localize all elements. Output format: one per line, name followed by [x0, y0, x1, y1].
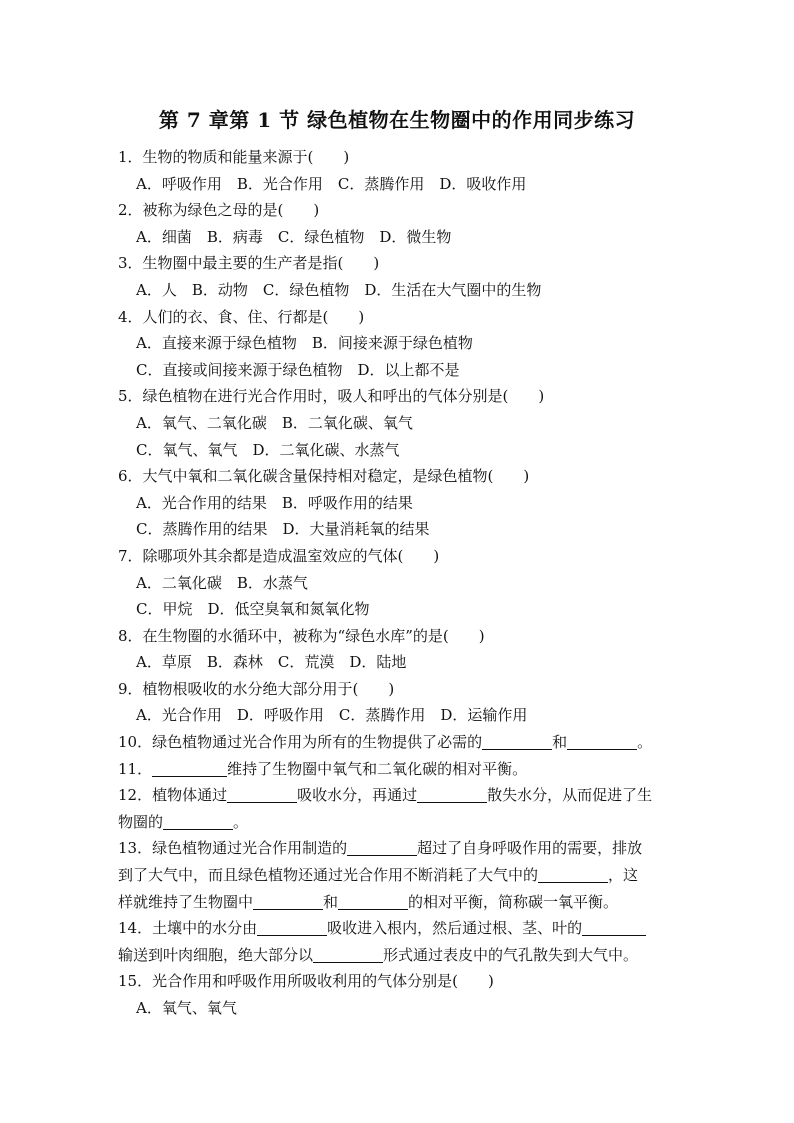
question-text: 5．绿色植物在进行光合作用时，吸人和呼出的气体分别是( ): [118, 387, 545, 406]
fill-question-12-cont: [118, 809, 680, 836]
answer-blank[interactable]: [257, 920, 327, 936]
question-text: 4．人们的衣、食、住、行都是( ): [118, 307, 365, 326]
fill-question-14-cont: [118, 942, 680, 969]
question-text: 2．被称为绿色之母的是( ): [118, 201, 320, 220]
question-text: 维持了生物圈中氧气和二氧化碳的相对平衡。: [227, 759, 528, 778]
fill-question-10: [118, 729, 680, 756]
answer-blank[interactable]: [253, 894, 323, 910]
fill-question-13: [118, 835, 680, 862]
option-line: A．光合作用 D．呼吸作用 C．蒸腾作用 D．运输作用: [136, 706, 528, 725]
option-line: A．呼吸作用 B．光合作用 C．蒸腾作用 D．吸收作用: [136, 174, 527, 193]
option-line: C．甲烷 D．低空臭氧和氮氧化物: [136, 600, 370, 619]
question-text: 形式通过表皮中的气孔散失到大气中。: [383, 945, 639, 964]
fill-question-13-cont: [118, 889, 680, 916]
answer-blank[interactable]: [538, 867, 608, 883]
option-line: C．氧气、氧气 D．二氧化碳、水蒸气: [136, 440, 400, 459]
question-text: 的相对平衡，简称碳一氧平衡。: [408, 892, 619, 911]
option-line: C．蒸腾作用的结果 D．大量消耗氧的结果: [136, 520, 430, 539]
question-text: 13．绿色植物通过光合作用制造的: [118, 839, 348, 858]
answer-blank[interactable]: [417, 787, 487, 803]
question-text: 输送到叶肉细胞，绝大部分以: [118, 945, 314, 964]
question-text: 9．植物根吸收的水分绝大部分用于( ): [118, 679, 395, 698]
answer-blank[interactable]: [152, 761, 227, 777]
option-line: A．直接来源于绿色植物 B．间接来源于绿色植物: [136, 334, 473, 353]
question-text: 10．绿色植物通过光合作用为所有的生物提供了必需的: [118, 733, 483, 752]
question-text: 和: [323, 892, 339, 911]
question-text: 吸收进入根内，然后通过根、茎、叶的: [327, 919, 583, 938]
answer-blank[interactable]: [313, 947, 383, 963]
answer-blank[interactable]: [482, 734, 552, 750]
question-text: 15．光合作用和呼吸作用所吸收利用的气体分别是( ): [118, 972, 494, 991]
page-title: 第 7 章第 1 节 绿色植物在生物圈中的作用同步练习: [158, 108, 636, 132]
option-line: A．光合作用的结果 B．呼吸作用的结果: [136, 493, 413, 512]
question-text: ，这: [608, 866, 639, 885]
question-text: 。: [233, 812, 249, 831]
answer-blank[interactable]: [163, 814, 233, 830]
question-text: 14．土壤中的水分由: [118, 919, 258, 938]
option-line: A．草原 B．森林 C．荒漠 D．陆地: [136, 653, 407, 672]
question-text: 6．大气中氧和二氧化碳含量保持相对稳定，是绿色植物( ): [118, 467, 530, 486]
question-text: 12．植物体通过: [118, 786, 228, 805]
answer-blank[interactable]: [582, 920, 646, 936]
answer-blank[interactable]: [567, 734, 637, 750]
fill-question-13-cont: [118, 862, 680, 889]
question-text: 超过了自身呼吸作用的需要，排放: [417, 839, 643, 858]
option-line: A．二氧化碳 B．水蒸气: [136, 573, 308, 592]
option-line: A．氧气、二氧化碳 B．二氧化碳、氧气: [136, 413, 413, 432]
question-text: 吸收水分，再通过: [297, 786, 418, 805]
fill-question-14: [118, 915, 680, 942]
question-text: 。: [637, 733, 653, 752]
question-text: 1．生物的物质和能量来源于( ): [118, 148, 350, 166]
option-line: C．直接或间接来源于绿色植物 D．以上都不是: [136, 360, 460, 379]
fill-question-11: [118, 756, 680, 783]
question-text: 物圈的: [118, 812, 164, 831]
fill-question-12: [118, 782, 680, 809]
question-text: 和: [552, 733, 568, 752]
question-text: 8．在生物圈的水循环中，被称为“绿色水库”的是( ): [118, 626, 485, 645]
option-line: A．细菌 B．病毒 C．绿色植物 D．微生物: [136, 227, 452, 246]
question-text: 散失水分，从而促进了生: [487, 786, 653, 805]
question-text: 到了大气中，而且绿色植物还通过光合作用不断消耗了大气中的: [118, 866, 539, 885]
question-text: 样就维持了生物圈中: [118, 892, 254, 911]
question-text: 11．: [118, 759, 153, 778]
question-list: [118, 144, 680, 1022]
answer-blank[interactable]: [227, 787, 297, 803]
answer-blank[interactable]: [338, 894, 408, 910]
answer-blank[interactable]: [347, 840, 417, 856]
question-text: 7．除哪项外其余都是造成温室效应的气体( ): [118, 546, 440, 565]
option-line: A．氧气、氧气: [136, 999, 237, 1017]
question-text: 3．生物圈中最主要的生产者是指( ): [118, 254, 380, 273]
option-line: A．人 B．动物 C．绿色植物 D．生活在大气圈中的生物: [136, 280, 542, 299]
